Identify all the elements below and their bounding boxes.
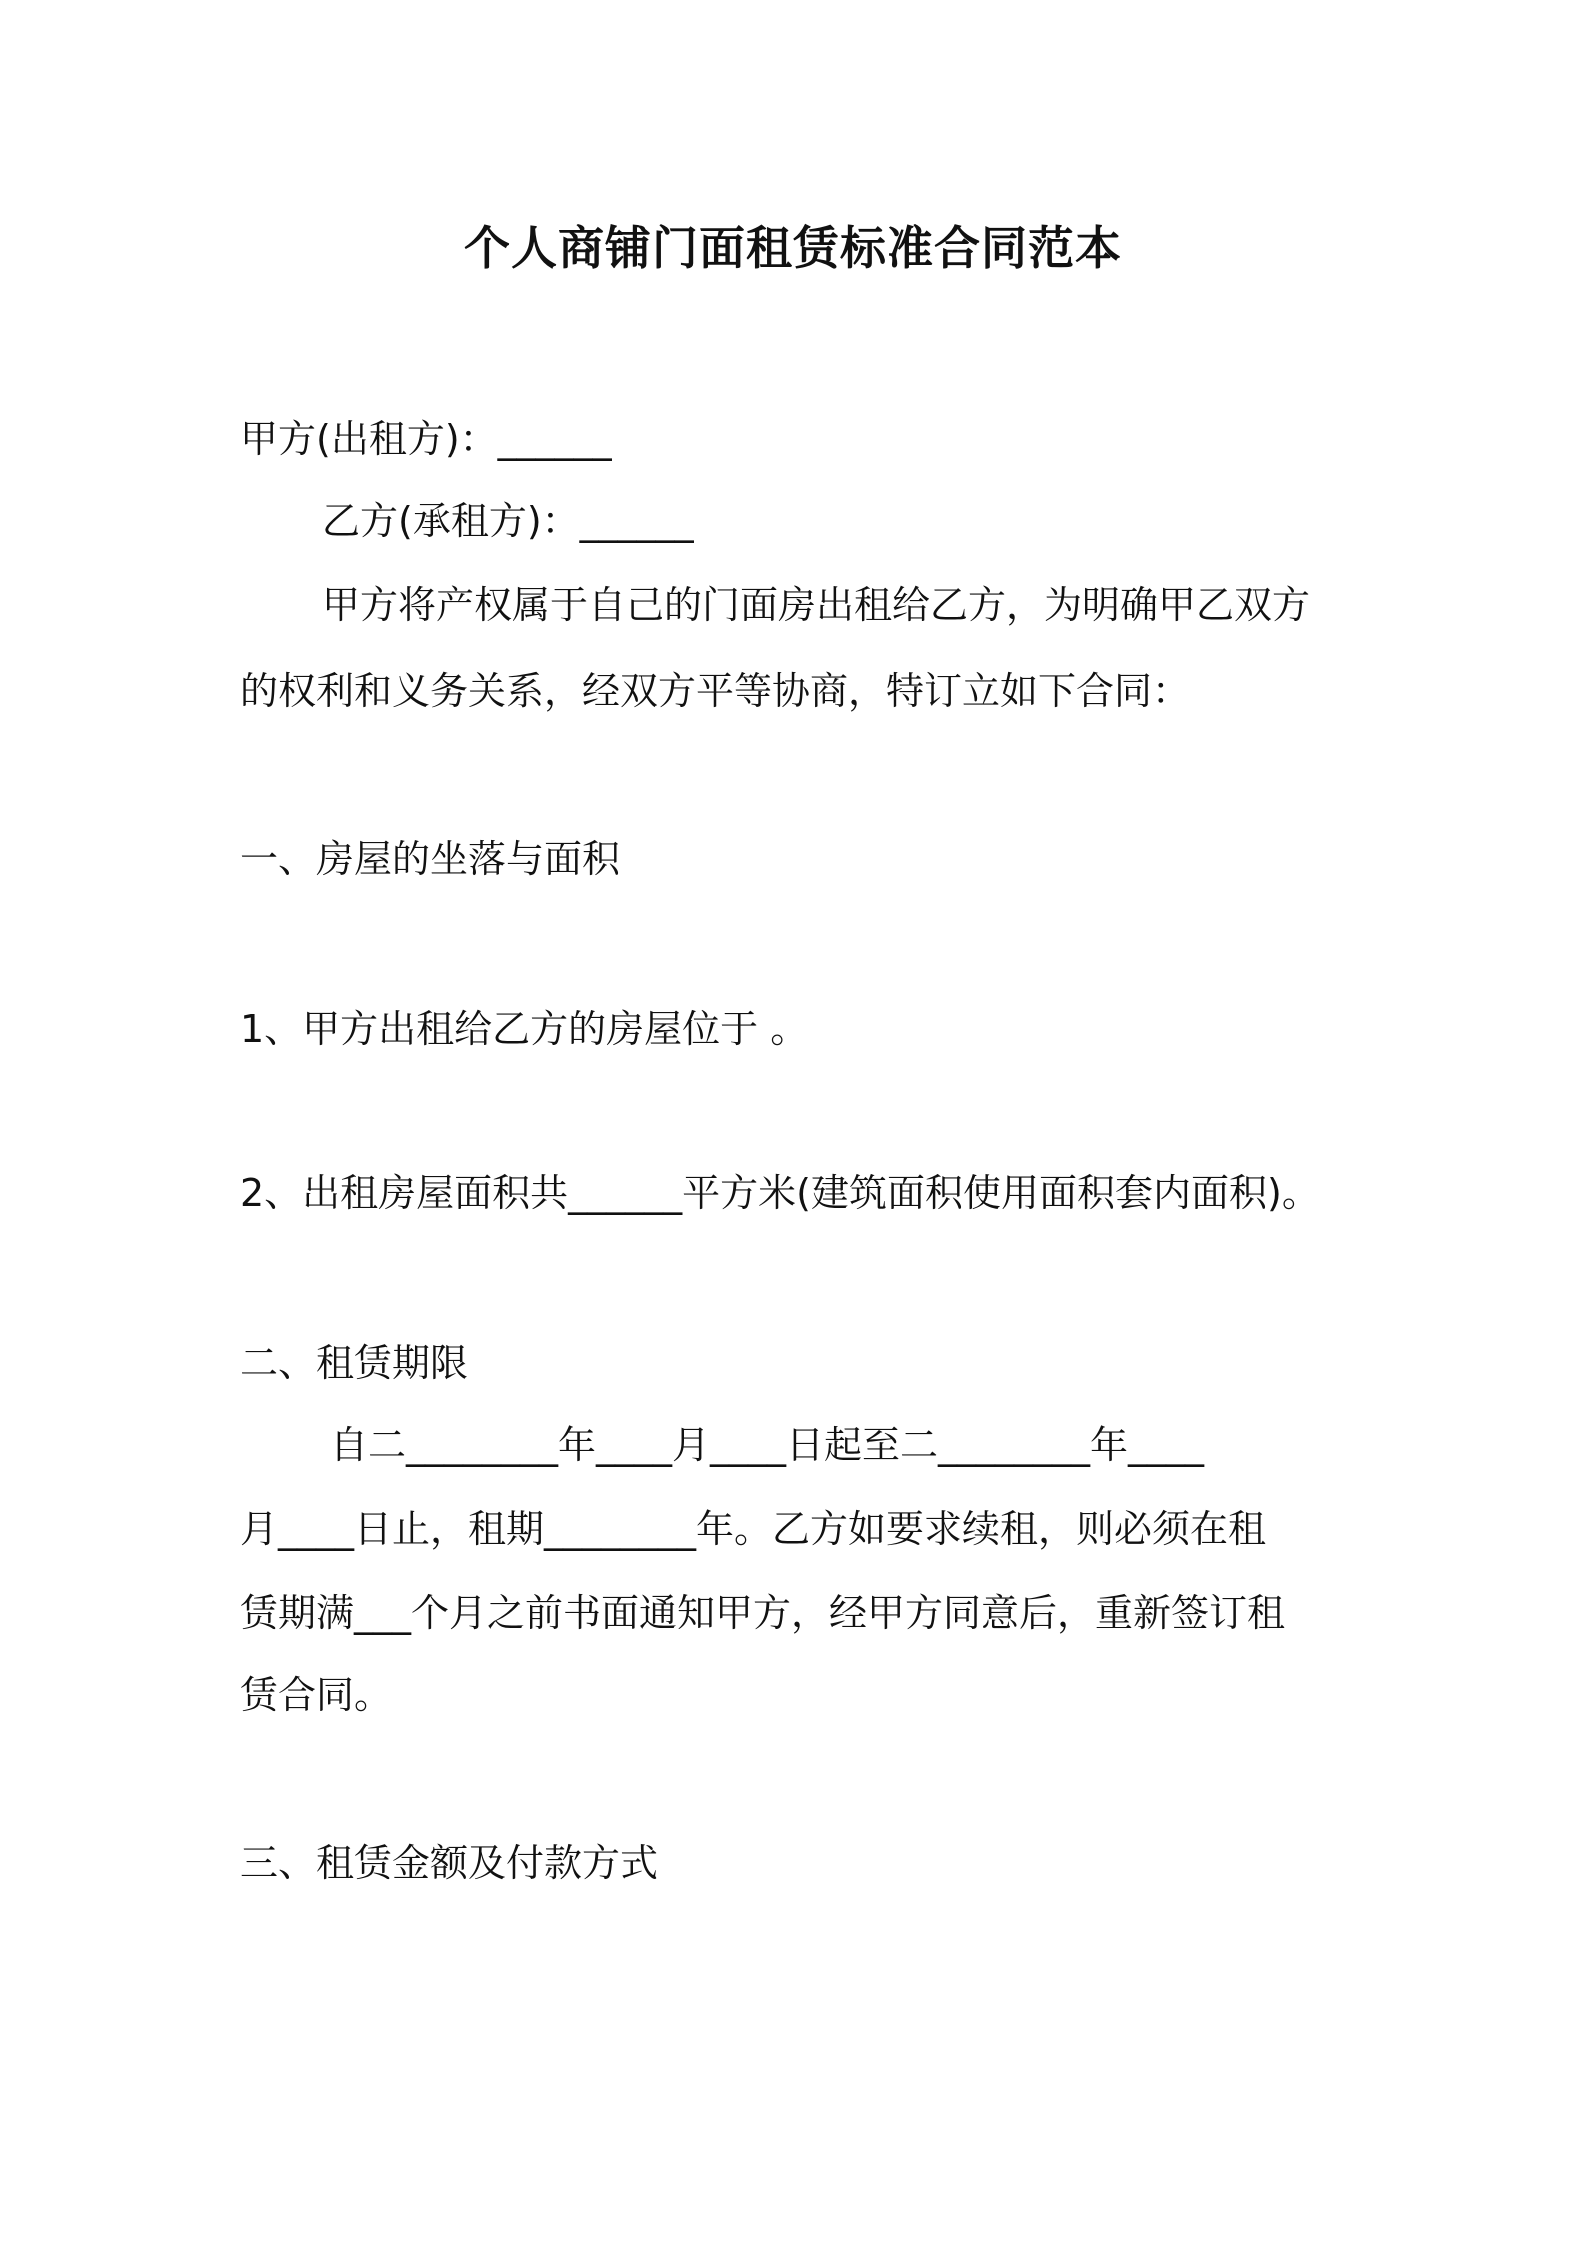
intro-line-1: 甲方将产权属于自己的门面房出租给乙方，为明确甲乙双方 <box>322 583 1311 627</box>
page-title: 个人商铺门面租赁标准合同范本 <box>464 221 1122 275</box>
section-1-heading: 一、房屋的坐落与面积 <box>240 837 621 881</box>
section-1-item-1: 1、甲方出租给乙方的房屋位于 。 <box>240 1007 809 1051</box>
section-2-line-3: 赁期满___个月之前书面通知甲方，经甲方同意后，重新签订租 <box>240 1591 1286 1635</box>
intro-line-2: 的权利和义务关系，经双方平等协商，特订立如下合同： <box>240 669 1191 713</box>
section-2-line-1: 自二________年____月____日起至二________年____ <box>330 1423 1205 1467</box>
section-2-line-4: 赁合同。 <box>240 1673 393 1717</box>
party-a-line: 甲方(出租方)：______ <box>240 417 612 461</box>
section-2-heading: 二、租赁期限 <box>240 1341 469 1385</box>
party-b-line: 乙方(承租方)：______ <box>322 499 694 543</box>
section-3-heading: 三、租赁金额及付款方式 <box>240 1841 659 1885</box>
section-1-item-2: 2、出租房屋面积共______平方米(建筑面积使用面积套内面积)。 <box>240 1171 1320 1215</box>
section-2-line-2: 月____日止，租期________年。乙方如要求续租，则必须在租 <box>240 1507 1267 1551</box>
